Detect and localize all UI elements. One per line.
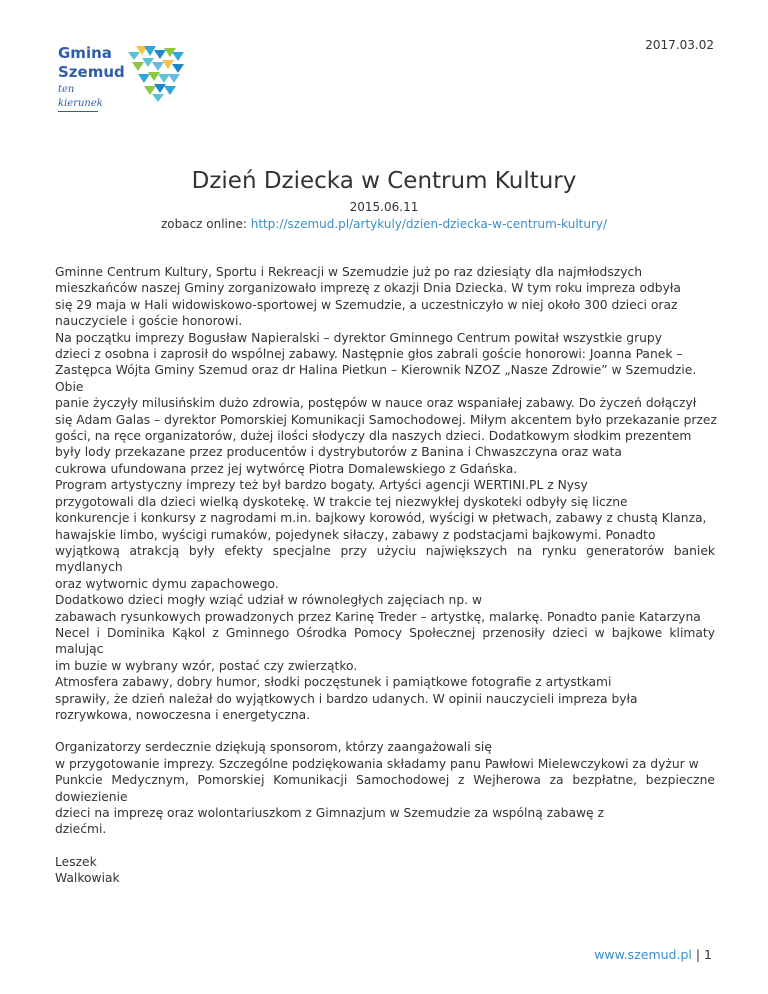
text-line: konkurencje i konkursy z nagrodami m.in. bajkowy korowód, wyścigi w płetwach, zabawy z chustą Klanza, (55, 511, 707, 526)
text-line: Walkowiak (55, 871, 120, 886)
text-line: nauczyciele i goście honorowi. (55, 314, 243, 329)
text-line: hawajskie limbo, wyścigi rumaków, pojedynek siłaczy, zabawy z podstacjami bajkowymi. Ponadto (55, 527, 656, 542)
footer-separator: | (691, 947, 705, 962)
article-body (55, 264, 715, 887)
text-line: panie życzyły milusińskim dużo zdrowia, postępów w nauce oraz wspaniałej zabawy. Do życzeń dołączył (55, 396, 697, 411)
page-number: 1 (704, 947, 712, 962)
logo-text (58, 44, 125, 112)
logo-tagline: ten kierunek (58, 83, 98, 112)
text-line: mydlanych (55, 560, 123, 575)
footer-site-link[interactable]: www.szemud.pl (594, 947, 692, 962)
gmina-szemud-logo (58, 44, 188, 109)
page-footer (594, 947, 712, 962)
text-line: Necel i Dominika Kąkol z Gminnego Ośrodka Pomocy Społecznej przenosiły dzieci w bajkowe klimaty (55, 625, 715, 640)
paragraph-gap (55, 838, 715, 854)
paragraph (55, 739, 715, 837)
text-line: Obie (55, 379, 84, 394)
text-line: sprawiły, że dzień należał do wyjątkowych i bardzo udanych. W opinii nauczycieli impreza była (55, 691, 638, 706)
article-url-link[interactable]: http://szemud.pl/artykuly/dzien-dziecka-w-centrum-kultury/ (250, 217, 608, 231)
text-line: dzieci z osobna i zaprosił do wspólnej zabawy. Następnie głos zabrali goście honorowi: Joanna Panek – (55, 347, 683, 362)
text-line: dzieci na imprezę oraz wolontariuszkom z Gimnazjum w Szemudzie za wspólną zabawę z (55, 806, 604, 820)
logo-word-gmina: Gmina (58, 44, 112, 62)
text-line: w przygotowanie imprezy. Szczególne podziękowania składamy panu Pawłowi Mielewczykowi za dyżur w (55, 756, 699, 771)
text-line: wyjątkową atrakcją były efekty specjalne przy użyciu największych na rynku generatorów baniek (55, 543, 715, 558)
text-line: dziećmi. (55, 822, 107, 837)
text-line: gości, na ręce organizatorów, dużej ilości słodyczy dla naszych dzieci. Dodatkowym słodkim prezentem (55, 429, 692, 444)
text-line: mieszkańców naszej Gminy zorganizowało imprezę z okazji Dnia Dziecka. W tym roku impreza odbyła (55, 281, 681, 296)
text-line: oraz wytwornic dymu zapachowego. (55, 576, 279, 591)
text-line: się Adam Galas – dyrektor Pomorskiej Komunikacji Samochodowej. Miłym akcentem było przekazanie przez (55, 412, 717, 427)
document-date: 2017.03.02 (645, 38, 714, 52)
text-line: im buzie w wybrany wzór, postać czy zwierzątko. (55, 658, 358, 673)
paragraph-gap (55, 723, 715, 739)
text-line: Punkcie Medycznym, Pomorskiej Komunikacji Samochodowej z Wejherowa za bezpłatne, bezpieczne (55, 773, 715, 788)
text-line: się 29 maja w Hali widowiskowo-sportowej w Szemudzie, a uczestniczyło w niej około 300 dzieci oraz (55, 297, 678, 312)
text-line: przygotowali dla dzieci wielką dyskotekę. W trakcie tej niezwykłej dyskoteki odbyły się liczne (55, 494, 628, 509)
publication-date: 2015.06.11 (349, 200, 419, 214)
paragraph (55, 854, 715, 887)
text-line: malując (55, 642, 104, 657)
text-line: Leszek (55, 854, 97, 869)
text-line: dowiezienie (55, 789, 128, 804)
text-line: cukrowa ufundowana przez jej wytwórcę Piotra Domalewskiego z Gdańska. (55, 461, 518, 476)
article-title: Dzień Dziecka w Centrum Kultury (191, 168, 577, 194)
text-line: Program artystyczny imprezy też był bardzo bogaty. Artyści agencji WERTINI.PL z Nysy (55, 478, 588, 493)
online-link-line (0, 217, 768, 231)
logo-triangles-icon (128, 46, 190, 102)
text-line: Na początku imprezy Bogusław Napieralski – dyrektor Gminnego Centrum powitał wszystkie grupy (55, 330, 663, 345)
text-line: Gminne Centrum Kultury, Sportu i Rekreacji w Szemudzie już po raz dziesiąty dla najmłodszych (55, 265, 643, 279)
text-line: zabawach rysunkowych prowadzonych przez Karinę Treder – artystkę, malarkę. Ponadto panie Katarzyna (55, 609, 701, 624)
text-line: Dodatkowo dzieci mogły wziąć udział w równoległych zajęciach np. w (55, 593, 483, 608)
paragraph (55, 264, 715, 723)
text-line: Atmosfera zabawy, dobry humor, słodki poczęstunek i pamiątkowe fotografie z artystkami (55, 675, 612, 690)
logo-word-szemud: Szemud (58, 63, 125, 81)
text-line: Organizatorzy serdecznie dziękują sponsorom, którzy zaangażowali się (55, 740, 492, 755)
online-label: zobacz online: (160, 217, 251, 231)
text-line: Zastępca Wójta Gminy Szemud oraz dr Halina Pietkun – Kierownik NZOZ „Nasze Zdrowie” w Szemudzie. (55, 363, 697, 378)
text-line: rozrywkowa, nowoczesna i energetyczna. (55, 707, 311, 722)
text-line: były lody przekazane przez producentów i dystrybutorów z Banina i Chwaszczyna oraz wata (55, 445, 622, 460)
